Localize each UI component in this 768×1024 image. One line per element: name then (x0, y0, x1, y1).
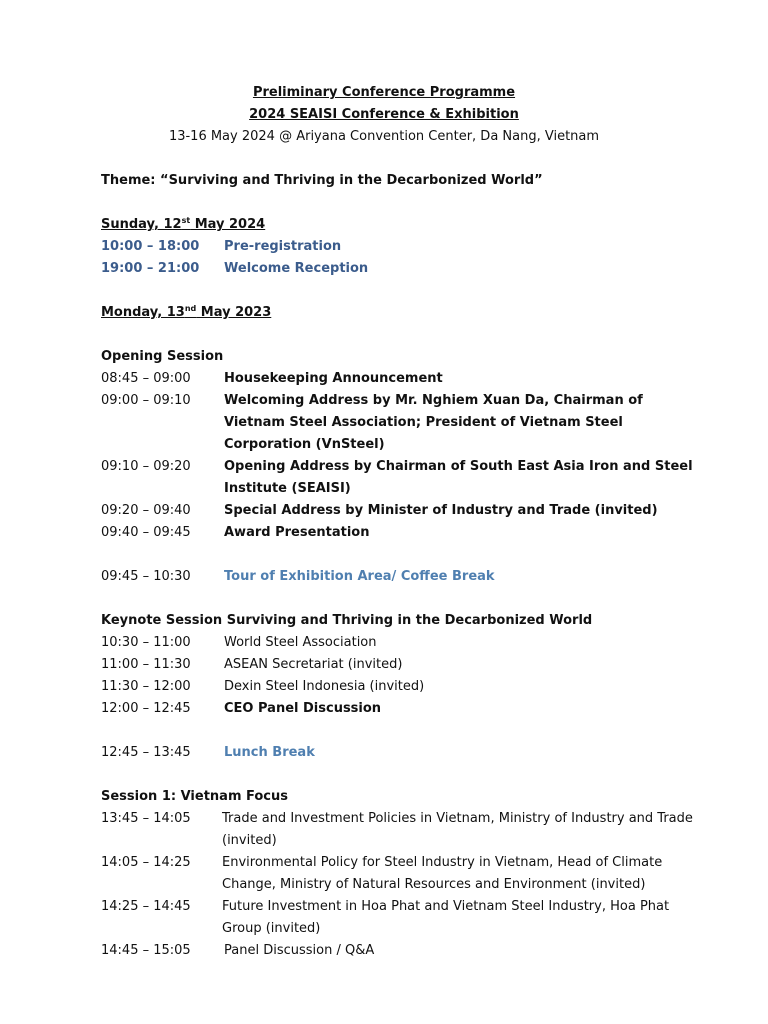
agenda-time: 10:30 – 11:00 (101, 635, 191, 650)
conference-name: 2024 SEAISI Conference & Exhibition (249, 107, 519, 122)
agenda-item-continued: Vietnam Steel Association; President of Vietnam Steel (224, 415, 623, 430)
agenda-time: 14:45 – 15:05 (101, 943, 191, 958)
agenda-time: 08:45 – 09:00 (101, 371, 191, 386)
agenda-time: 11:00 – 11:30 (101, 657, 191, 672)
agenda-time: 09:00 – 09:10 (101, 393, 191, 408)
session1-heading: Session 1: Vietnam Focus (101, 789, 288, 804)
agenda-item: Trade and Investment Policies in Vietnam, Ministry of Industry and Trade (222, 811, 693, 826)
agenda-time: 14:25 – 14:45 (101, 899, 191, 914)
sunday-heading-text: Sunday, 12 (101, 217, 182, 232)
agenda-time: 12:45 – 13:45 (101, 745, 191, 760)
agenda-time: 19:00 – 21:00 (101, 261, 200, 276)
agenda-item: Future Investment in Hoa Phat and Vietnam Steel Industry, Hoa Phat (222, 899, 670, 914)
agenda-item: CEO Panel Discussion (224, 701, 382, 716)
agenda-time: 10:00 – 18:00 (101, 239, 200, 254)
agenda-time: 09:40 – 09:45 (101, 525, 191, 540)
agenda-item: Housekeeping Announcement (224, 371, 443, 386)
agenda-item: Dexin Steel Indonesia (invited) (224, 679, 425, 694)
monday-heading-month: May 2023 (196, 305, 272, 320)
agenda-time: 09:10 – 09:20 (101, 459, 191, 474)
coffee-break-item: Tour of Exhibition Area/ Coffee Break (224, 569, 495, 584)
agenda-time: 14:05 – 14:25 (101, 855, 191, 870)
agenda-item-continued: Change, Ministry of Natural Resources and Environment (invited) (222, 877, 646, 892)
agenda-time: 09:45 – 10:30 (101, 569, 191, 584)
agenda-item-continued: Institute (SEAISI) (224, 481, 351, 496)
agenda-item-continued: (invited) (222, 833, 277, 848)
sunday-heading-month: May 2024 (190, 217, 266, 232)
agenda-item-continued: Corporation (VnSteel) (224, 437, 385, 452)
agenda-item: Award Presentation (224, 525, 370, 540)
agenda-item: Welcome Reception (224, 261, 369, 276)
sunday-heading (101, 217, 265, 232)
opening-session-heading: Opening Session (101, 349, 224, 364)
keynote-session-heading: Keynote Session Surviving and Thriving in the Decarbonized World (101, 613, 593, 628)
agenda-item: Environmental Policy for Steel Industry in Vietnam, Head of Climate (222, 855, 663, 870)
agenda-item: Opening Address by Chairman of South East Asia Iron and Steel (224, 459, 693, 474)
agenda-item: Pre-registration (224, 239, 342, 254)
agenda-item: Panel Discussion / Q&A (224, 943, 375, 958)
lunch-break-item: Lunch Break (224, 745, 315, 760)
agenda-item: Special Address by Minister of Industry and Trade (invited) (224, 503, 658, 518)
agenda-time: 11:30 – 12:00 (101, 679, 191, 694)
agenda-item-continued: Group (invited) (222, 921, 321, 936)
theme-line: Theme: “Surviving and Thriving in the Decarbonized World” (101, 173, 543, 188)
agenda-time: 12:00 – 12:45 (101, 701, 191, 716)
monday-heading-text: Monday, 13 (101, 305, 185, 320)
agenda-time: 09:20 – 09:40 (101, 503, 191, 518)
agenda-item: ASEAN Secretariat (invited) (224, 657, 403, 672)
venue-line: 13-16 May 2024 @ Ariyana Convention Center, Da Nang, Vietnam (168, 129, 600, 144)
monday-heading-suffix: nd (184, 304, 197, 313)
agenda-item: Welcoming Address by Mr. Nghiem Xuan Da, Chairman of (224, 393, 643, 408)
agenda-time: 13:45 – 14:05 (101, 811, 191, 826)
sunday-heading-suffix: st (181, 216, 191, 225)
programme-title: Preliminary Conference Programme (252, 85, 516, 100)
agenda-item: World Steel Association (224, 635, 377, 650)
monday-heading (101, 305, 271, 320)
